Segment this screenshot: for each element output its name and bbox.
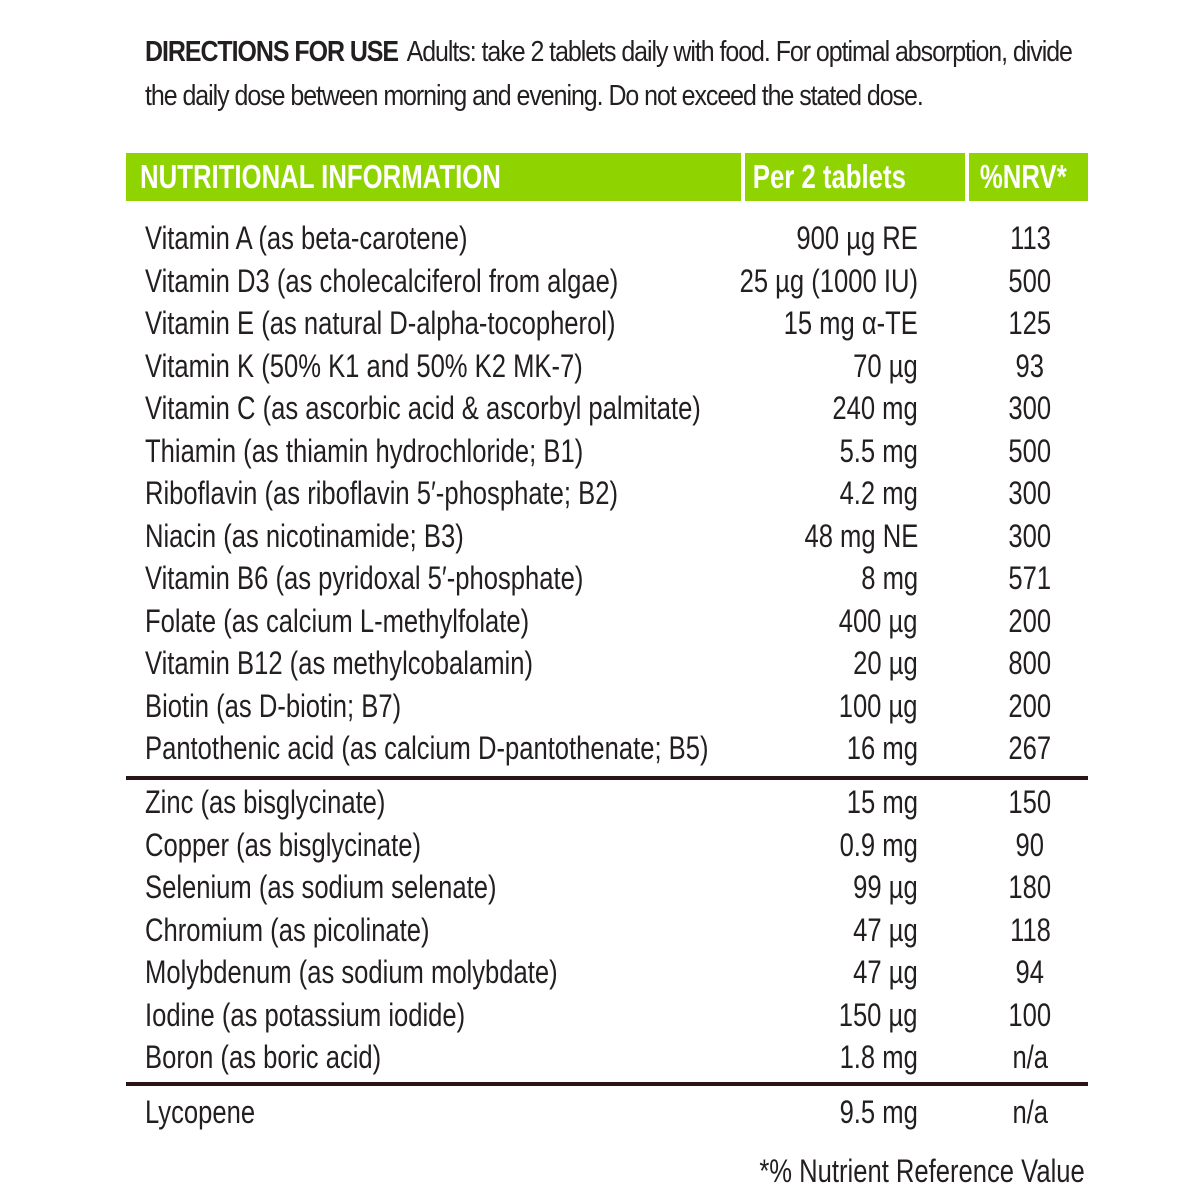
- section-divider: [126, 1082, 1088, 1086]
- header-nutrient: [126, 153, 741, 201]
- nutrient-amount: 240 mg: [832, 390, 918, 426]
- table-row: [0, 1036, 1200, 1078]
- table-row: [0, 1091, 1200, 1133]
- nutrient-nrv-value: 200: [1008, 687, 1052, 724]
- nutrient-nrv-value: 300: [1008, 517, 1052, 554]
- table-row: [0, 642, 1200, 684]
- nutrient-amount: 99 µg: [853, 869, 918, 905]
- nutrient-nrv-value: 500: [1008, 262, 1052, 299]
- header-amount: [745, 153, 965, 201]
- nutrient-name: Copper (as bisglycinate): [145, 826, 422, 863]
- nutrient-nrv-value: n/a: [1012, 1039, 1048, 1075]
- nutrient-name: Biotin (as D-biotin; B7): [145, 687, 402, 724]
- directions-heading: DIRECTIONS FOR USE: [145, 36, 399, 68]
- section-divider: [126, 776, 1088, 780]
- nutrient-nrv-value: 300: [1008, 475, 1052, 511]
- nutrient-nrv-value: 94: [1015, 954, 1045, 990]
- nutrient-amount: 150 µg: [839, 996, 918, 1033]
- table-row: [0, 994, 1200, 1036]
- nutrient-nrv-value: 100: [1008, 996, 1052, 1033]
- nutrient-name: Riboflavin (as riboflavin 5′-phosphate; B2): [145, 475, 618, 511]
- nutrient-nrv-value: 93: [1015, 347, 1045, 384]
- nutrient-nrv-value: 571: [1008, 560, 1052, 596]
- table-row: [0, 685, 1200, 727]
- nutrient-name: Iodine (as potassium iodide): [145, 996, 466, 1033]
- nutrient-nrv-value: n/a: [1012, 1094, 1048, 1130]
- table-row: [0, 866, 1200, 908]
- directions-for-use: [145, 30, 1091, 118]
- nutrient-name: Vitamin B12 (as methylcobalamin): [145, 645, 533, 681]
- nutrient-amount: 48 mg NE: [804, 517, 918, 554]
- header-nrv: [969, 153, 1088, 201]
- table-row: [0, 600, 1200, 642]
- table-row: [0, 260, 1200, 302]
- nutrient-amount: 25 µg (1000 IU): [739, 262, 918, 299]
- nutrient-nrv-value: 500: [1008, 432, 1052, 469]
- nutrient-amount: 900 µg RE: [796, 220, 918, 256]
- table-header: [126, 153, 1088, 201]
- table-row: [0, 472, 1200, 514]
- table-row: [0, 515, 1200, 557]
- table-row: [0, 781, 1200, 823]
- nutrient-name: Selenium (as sodium selenate): [145, 869, 497, 905]
- nutrient-amount: 47 µg: [853, 911, 918, 948]
- nutrient-amount: 9.5 mg: [839, 1094, 918, 1130]
- nutrient-name: Vitamin B6 (as pyridoxal 5′-phosphate): [145, 560, 584, 596]
- nutrient-nrv-value: 200: [1008, 602, 1052, 639]
- table-row: [0, 727, 1200, 769]
- nutrient-name: Vitamin C (as ascorbic acid & ascorbyl palmitate): [145, 390, 701, 426]
- nutrient-nrv-value: 118: [1009, 911, 1051, 948]
- nutrient-nrv-value: 90: [1015, 826, 1045, 863]
- header-amount-label: Per 2 tablets: [752, 158, 906, 195]
- nutrient-name: Zinc (as bisglycinate): [145, 784, 386, 820]
- header-nrv-label: %NRV*: [979, 158, 1067, 195]
- nutrient-name: Niacin (as nicotinamide; B3): [145, 517, 464, 554]
- nutrient-amount: 100 µg: [839, 687, 918, 724]
- table-row: [0, 909, 1200, 951]
- table-row: [0, 387, 1200, 429]
- nutrient-amount: 70 µg: [853, 347, 918, 384]
- nutrient-nrv-value: 180: [1008, 869, 1052, 905]
- table-row: [0, 557, 1200, 599]
- nutrient-name: Vitamin A (as beta-carotene): [145, 220, 468, 256]
- nutrient-name: Folate (as calcium L-methylfolate): [145, 602, 530, 639]
- nutrient-name: Molybdenum (as sodium molybdate): [145, 954, 558, 990]
- header-nutrient-label: NUTRITIONAL INFORMATION: [140, 158, 501, 195]
- nutrient-amount: 15 mg α-TE: [783, 305, 918, 341]
- nutrient-name: Vitamin K (50% K1 and 50% K2 MK-7): [145, 347, 583, 384]
- table-row: [0, 951, 1200, 993]
- nutrient-nrv-value: 267: [1008, 730, 1052, 766]
- nutrient-nrv-value: 125: [1008, 305, 1052, 341]
- nutrient-name: Pantothenic acid (as calcium D-pantothenate; B5): [145, 730, 709, 766]
- nutrient-amount: 5.5 mg: [839, 432, 918, 469]
- nutrient-amount: 8 mg: [861, 560, 918, 596]
- directions-text: Adults: take 2 tablets daily with food. For optimal absorption, divide the daily dose between morning and evening. Do not exceed the stated dose.: [145, 36, 1072, 112]
- table-row: [0, 430, 1200, 472]
- nutrient-amount: 0.9 mg: [839, 826, 918, 863]
- nutrient-amount: 1.8 mg: [839, 1039, 918, 1075]
- nutrient-name: Thiamin (as thiamin hydrochloride; B1): [145, 432, 584, 469]
- nutrient-name: Chromium (as picolinate): [145, 911, 430, 948]
- table-row: [0, 824, 1200, 866]
- nutrient-nrv-value: 800: [1008, 645, 1052, 681]
- table-row: [0, 217, 1200, 259]
- nutrient-amount: 4.2 mg: [839, 475, 918, 511]
- table-row: [0, 302, 1200, 344]
- table-row: [0, 345, 1200, 387]
- nutrient-amount: 15 mg: [846, 784, 918, 820]
- nutrient-nrv-value: 300: [1008, 390, 1052, 426]
- nutrient-amount: 20 µg: [853, 645, 918, 681]
- nutrient-name: Vitamin D3 (as cholecalciferol from algae): [145, 262, 619, 299]
- nutrient-name: Boron (as boric acid): [145, 1039, 382, 1075]
- nutrient-name: Lycopene: [145, 1094, 256, 1130]
- nutrient-amount: 16 mg: [846, 730, 918, 766]
- nutrient-name: Vitamin E (as natural D-alpha-tocopherol): [145, 305, 616, 341]
- nutrient-nrv-value: 113: [1009, 220, 1051, 256]
- nutrient-nrv-value: 150: [1008, 784, 1052, 820]
- nutrient-amount: 400 µg: [839, 602, 918, 639]
- nutrient-amount: 47 µg: [853, 954, 918, 990]
- footnote: *% Nutrient Reference Value: [759, 1153, 1085, 1189]
